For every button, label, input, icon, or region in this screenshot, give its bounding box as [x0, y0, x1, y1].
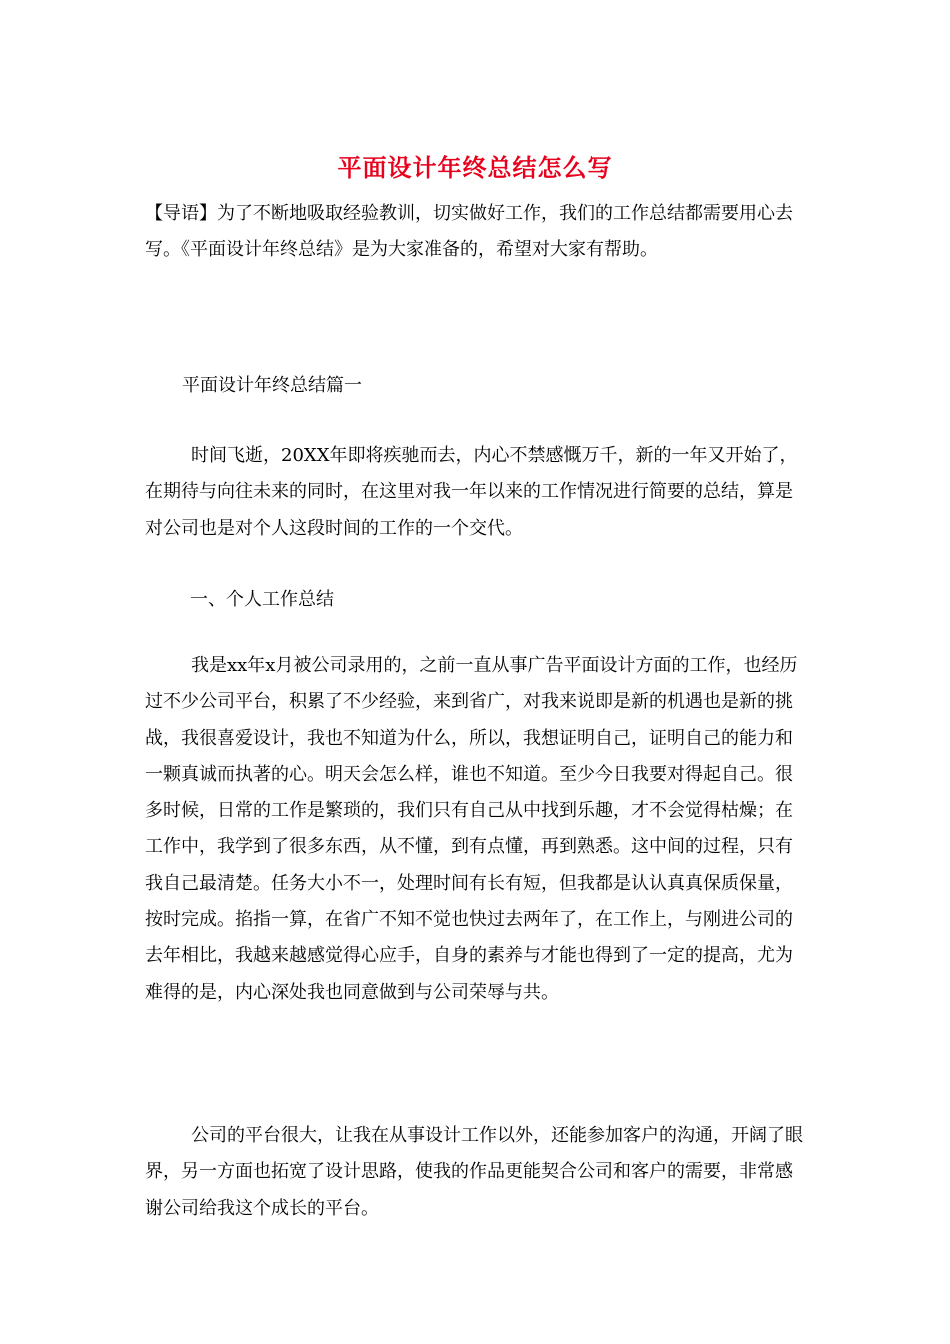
section-title: 平面设计年终总结篇一 — [182, 375, 362, 396]
sub-heading: 一、个人工作总结 — [190, 589, 334, 610]
body-paragraph-3: 公司的平台很大，让我在从事设计工作以外，还能参加客户的沟通，开阔了眼界，另一方面也拓宽了设计思路，使我的作品更能契合公司和客户的需要，非常感谢公司给我这个成长的平台。 — [145, 1125, 803, 1219]
body-paragraph-2: 我是xx年x月被公司录用的，之前一直从事广告平面设计方面的工作，也经历过不少公司平台，积累了不少经验，来到省广，对我来说即是新的机遇也是新的挑战，我很喜爱设计，我也不知道为什么，所以，我想证明自己，证明自己的能力和一颗真诚而执著的心。明天会怎么样，谁也不知道。至少今日我要对得起自己。很多时候，日常的工作是繁琐的，我们只有自己从中找到乐趣，才不会觉得枯燥；在工作中，我学到了很多东西，从不懂，到有点懂，再到熟悉。这中间的过程，只有我自己最清楚。任务大小不一，处理时间有长有短，但我都是认认真真保质保量，按时完成。掐指一算，在省广不知不觉也快过去两年了，在工作上，与刚进公司的去年相比，我越来越感觉得心应手，自身的素养与才能也得到了一定的提高，尤为难得的是，内心深处我也同意做到与公司荣辱与共。 — [145, 655, 798, 1003]
intro-paragraph: 【导语】为了不断地吸取经验教训，切实做好工作，我们的工作总结都需要用心去写。《平面设计年终总结》是为大家准备的，希望对大家有帮助。 — [145, 203, 793, 260]
document-title: 平面设计年终总结怎么写 — [337, 153, 613, 182]
body-paragraph-1: 时间飞逝，20XX年即将疾驰而去，内心不禁感慨万千，新的一年又开始了，在期待与向往未来的同时，在这里对我一年以来的工作情况进行简要的总结，算是对公司也是对个人这段时间的工作的一个交代。 — [145, 445, 798, 539]
